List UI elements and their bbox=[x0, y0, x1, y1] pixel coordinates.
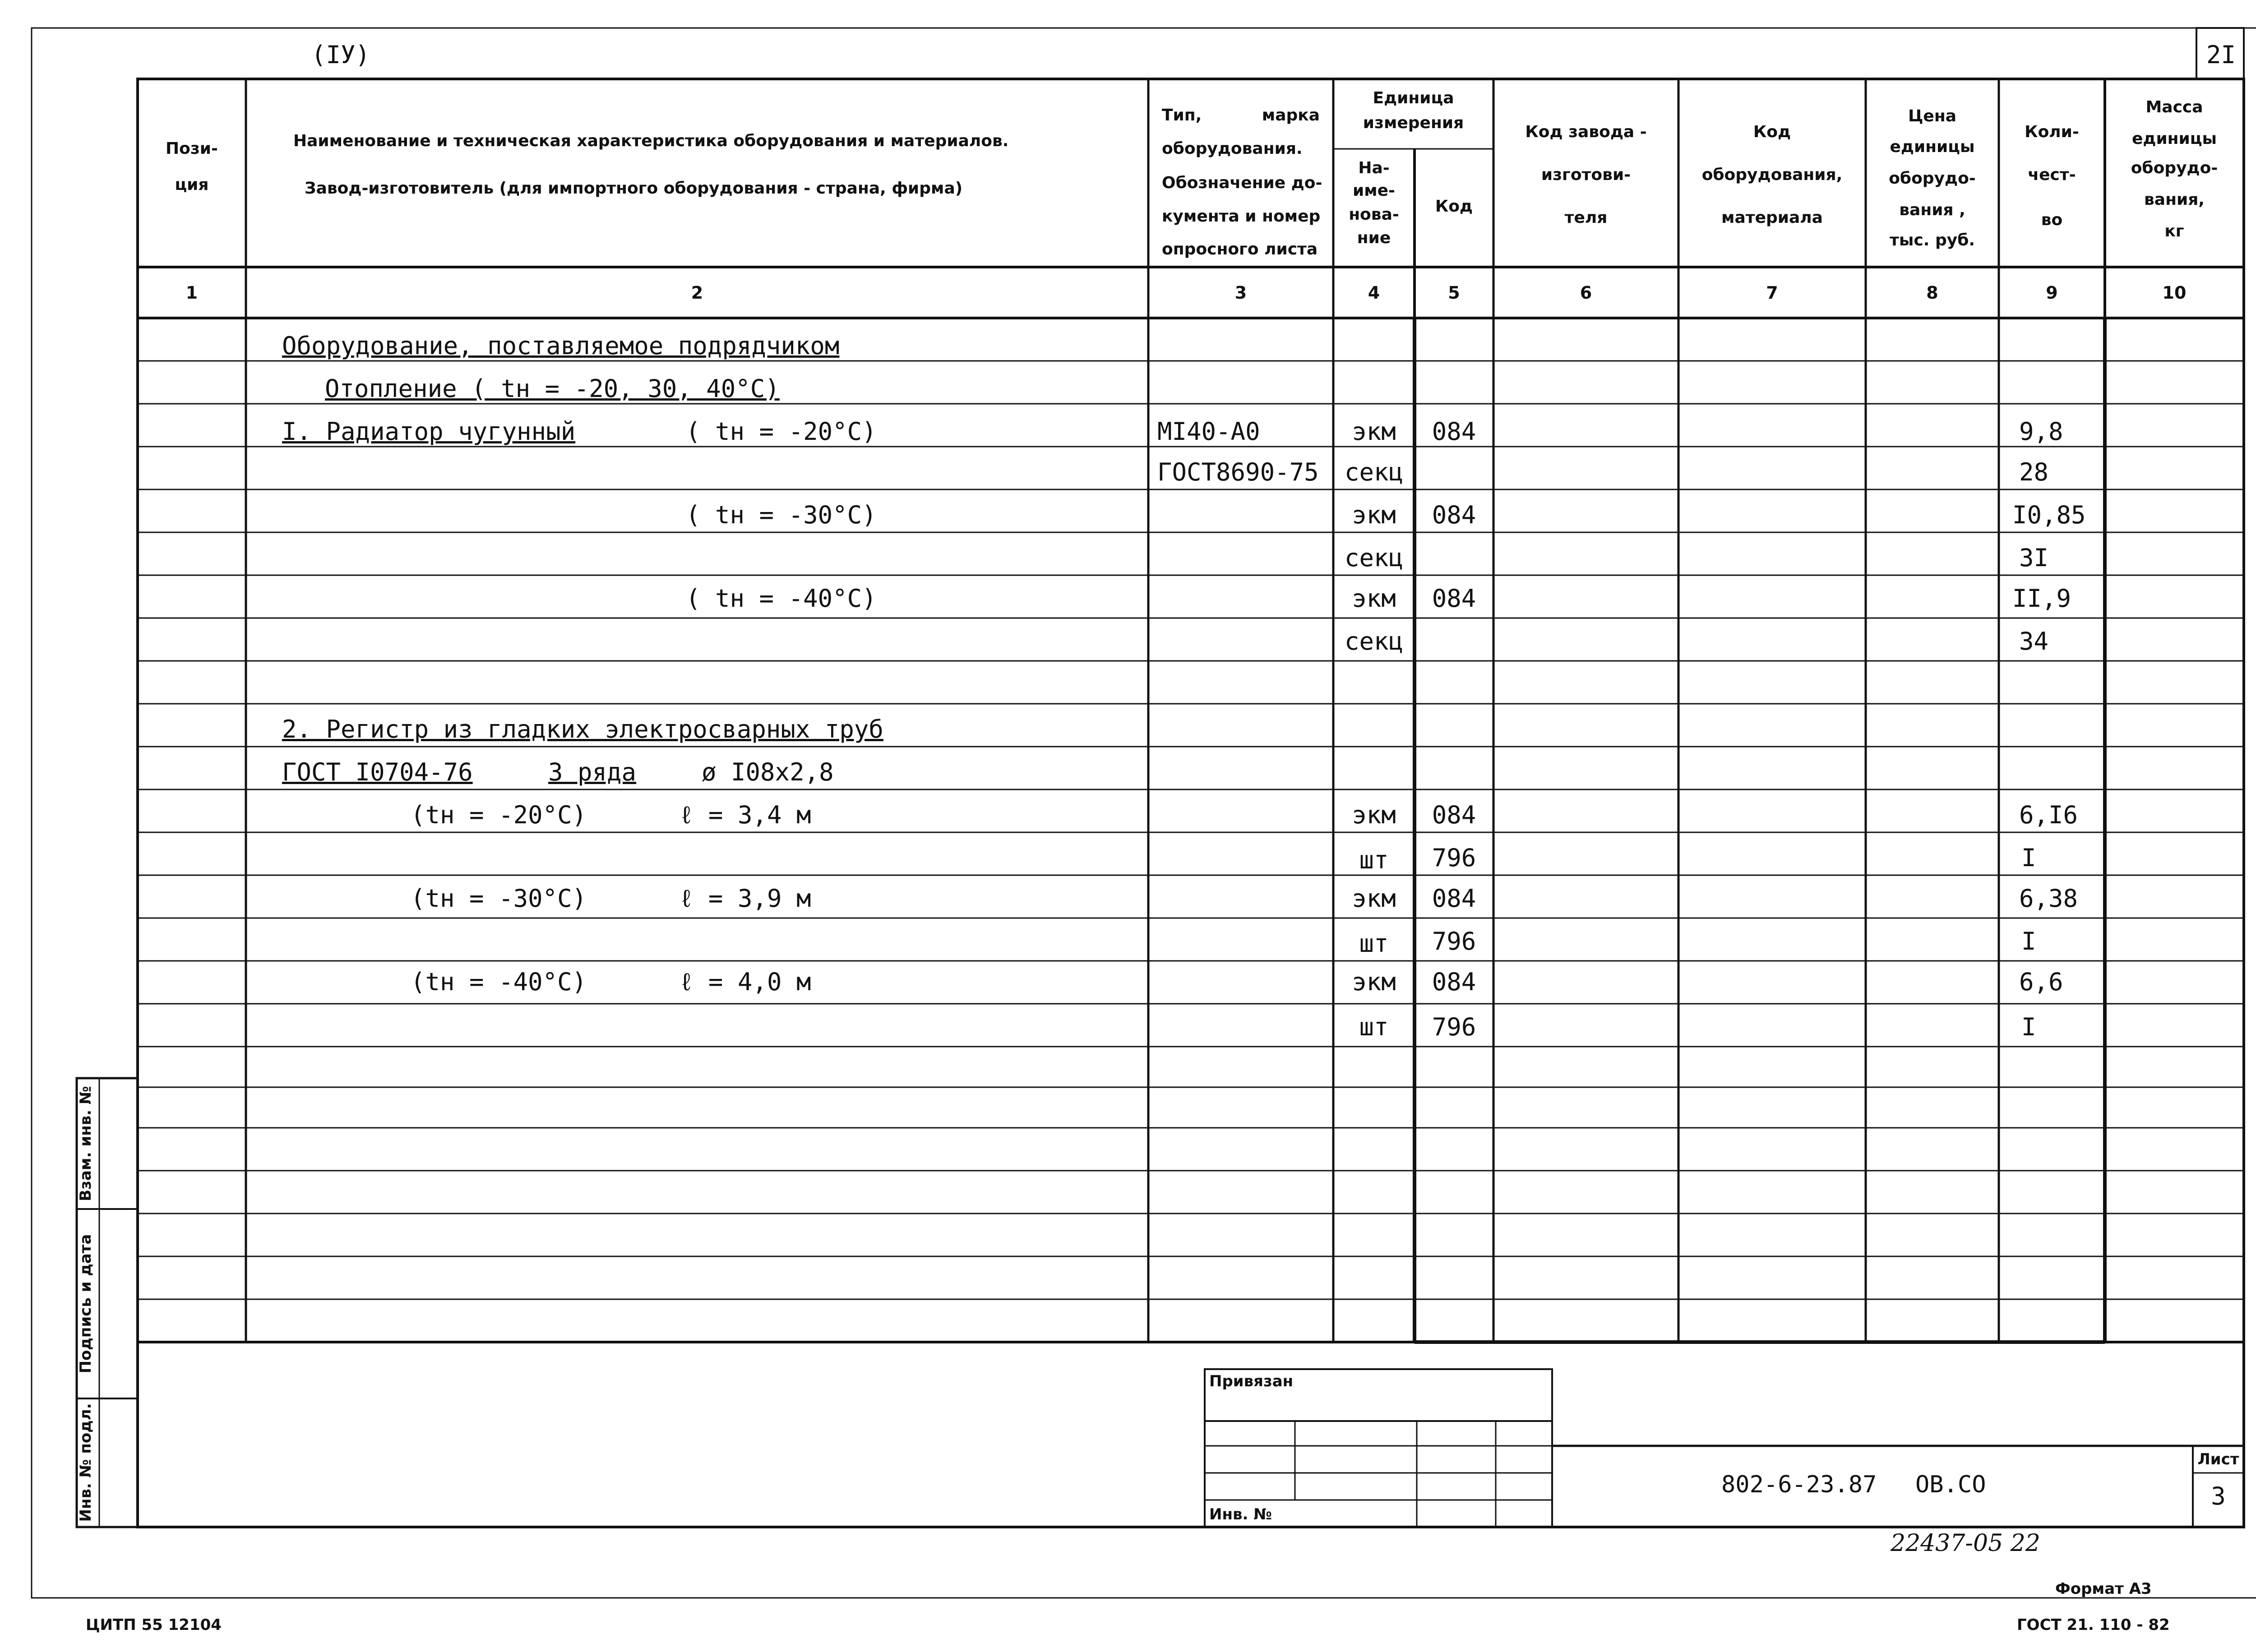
table-row-14-code: 796 bbox=[1432, 927, 1476, 955]
table-row-1-name: Отопление ( tн = -20, 30, 40°С) bbox=[325, 374, 780, 403]
hdr-col5: Код bbox=[1435, 197, 1473, 216]
table-row-2-name2: ( tн = -20°С) bbox=[686, 417, 877, 446]
table-row-10-name3: ø I08x2,8 bbox=[702, 758, 834, 786]
table-row-3-qty: 28 bbox=[2019, 458, 2049, 486]
stamp-privyazan: Привязан bbox=[1209, 1372, 1294, 1390]
table-row-15-name: (tн = -40°С) bbox=[411, 968, 587, 996]
table-row-2-type: MI40-A0 bbox=[1157, 417, 1260, 446]
side-label-vzam: Взам. инв. № bbox=[77, 1086, 95, 1201]
stamp-doc-section: ОВ.СО bbox=[1915, 1471, 1986, 1498]
hdr-col3-line3: Обозначение до- bbox=[1162, 174, 1322, 192]
hdr-col9-line2: чест- bbox=[2028, 166, 2076, 184]
hdr-col9-line3: во bbox=[2041, 211, 2063, 229]
table-row-4-code: 084 bbox=[1432, 501, 1476, 529]
hdr-col4-line1: На- bbox=[1358, 159, 1390, 177]
hdr-col10-line1: Масса bbox=[2145, 98, 2203, 116]
stamp-doc-code: 802-6-23.87 bbox=[1721, 1471, 1877, 1498]
side-label-podpis: Подпись и дата bbox=[77, 1234, 95, 1374]
table-row-7-unit: секц bbox=[1344, 627, 1404, 655]
table-row-15-qty: 6,6 bbox=[2019, 968, 2063, 996]
table-row-15-code: 084 bbox=[1432, 968, 1476, 996]
table-row-12-unit: шт bbox=[1359, 846, 1389, 874]
table-row-15-name2: ℓ = 4,0 м bbox=[679, 968, 811, 996]
table-row-12-qty: I bbox=[2021, 844, 2036, 872]
table-row-12-code: 796 bbox=[1432, 844, 1476, 872]
table-row-9-name: 2. Регистр из гладких электросварных труб bbox=[282, 715, 883, 743]
table-row-2-code: 084 bbox=[1432, 417, 1476, 446]
colnum-1: 1 bbox=[185, 283, 198, 303]
colnum-4: 4 bbox=[1368, 283, 1380, 303]
hdr-col1-line1: Пози- bbox=[166, 139, 218, 158]
hdr-unit-line2: измерения bbox=[1363, 114, 1464, 132]
hdr-col8-line1: Цена bbox=[1908, 107, 1956, 125]
colnum-5: 5 bbox=[1448, 283, 1460, 303]
table-row-11-unit: экм bbox=[1352, 801, 1396, 829]
table-row-13-code: 084 bbox=[1432, 884, 1476, 913]
hdr-col2-line1: Наименование и техническая характеристика оборудования и материалов. bbox=[293, 132, 1009, 150]
hdr-col4-line4: ние bbox=[1357, 229, 1391, 247]
hdr-col6-line1: Код завода - bbox=[1525, 123, 1647, 141]
table-row-6-name2: ( tн = -40°С) bbox=[686, 584, 877, 613]
hdr-col8-line4: вания , bbox=[1899, 201, 1965, 219]
table-row-6-code: 084 bbox=[1432, 584, 1476, 613]
table-row-11-name: (tн = -20°С) bbox=[411, 801, 587, 829]
table-row-4-name2: ( tн = -30°С) bbox=[686, 501, 877, 529]
colnum-7: 7 bbox=[1766, 283, 1778, 303]
stamp-list-label: Лист bbox=[2197, 1450, 2239, 1468]
table-row-6-unit: экм bbox=[1352, 584, 1396, 613]
hdr-unit-line1: Единица bbox=[1373, 89, 1454, 107]
hdr-col8-line5: тыс. руб. bbox=[1889, 231, 1975, 249]
table-row-11-name2: ℓ = 3,4 м bbox=[679, 801, 811, 829]
page-number: 2I bbox=[2206, 41, 2236, 69]
table-row-2-unit: экм bbox=[1352, 417, 1396, 446]
table-row-4-unit: экм bbox=[1352, 501, 1396, 529]
colnum-2: 2 bbox=[691, 283, 703, 303]
hdr-col3-line2: оборудования. bbox=[1162, 139, 1303, 158]
table-row-15-unit: экм bbox=[1352, 968, 1396, 996]
hdr-col3-line1: Тип, марка bbox=[1162, 106, 1320, 125]
hdr-col6-line2: изготови- bbox=[1541, 166, 1631, 184]
hdr-col7-line2: оборудования, bbox=[1701, 166, 1843, 184]
table-row-11-code: 084 bbox=[1432, 801, 1476, 829]
colnum-9: 9 bbox=[2046, 283, 2058, 303]
hdr-col8-line3: оборудо- bbox=[1889, 169, 1976, 188]
hdr-col2-line2: Завод-изготовитель (для импортного оборудования - страна, фирма) bbox=[305, 179, 963, 198]
table-row-7-qty: 34 bbox=[2019, 627, 2049, 655]
table-row-13-name: (tн = -30°С) bbox=[411, 884, 587, 913]
table-row-6-qty: II,9 bbox=[2012, 584, 2071, 613]
hdr-col3-line5: опросного листа bbox=[1162, 240, 1318, 258]
table-row-16-qty: I bbox=[2021, 1013, 2036, 1041]
colnum-10: 10 bbox=[2162, 283, 2187, 303]
hdr-col9-line1: Коли- bbox=[2025, 123, 2079, 141]
colnum-6: 6 bbox=[1580, 283, 1592, 303]
table-row-2-name: I. Радиатор чугунный bbox=[282, 417, 576, 446]
section-mark: (IУ) bbox=[311, 41, 370, 69]
hdr-col4-line2: име- bbox=[1352, 181, 1395, 200]
table-row-0-name: Оборудование, поставляемое подрядчиком bbox=[282, 332, 840, 360]
table-row-2-qty: 9,8 bbox=[2019, 417, 2063, 446]
hdr-col10-line5: кг bbox=[2164, 222, 2184, 240]
hdr-col10-line4: вания, bbox=[2144, 190, 2205, 209]
table-row-14-unit: шт bbox=[1359, 929, 1389, 958]
hdr-col1-line2: ция bbox=[175, 175, 209, 194]
table-row-10-name2: 3 ряда bbox=[548, 758, 637, 786]
stamp-inv-no: Инв. № bbox=[1209, 1505, 1272, 1523]
hdr-col8-line2: единицы bbox=[1890, 138, 1975, 156]
table-row-13-unit: экм bbox=[1352, 884, 1396, 913]
stamp-left: ЦИТП 55 12104 bbox=[86, 1616, 222, 1634]
table-row-13-name2: ℓ = 3,9 м bbox=[679, 884, 811, 913]
gost-label: ГОСТ 21. 110 - 82 bbox=[2017, 1616, 2170, 1634]
table-row-10-name: ГОСТ I0704-76 bbox=[282, 758, 473, 786]
format-label: Формат А3 bbox=[2055, 1580, 2152, 1598]
table-row-11-qty: 6,I6 bbox=[2019, 801, 2078, 829]
table-row-3-unit: секц bbox=[1344, 458, 1404, 486]
hdr-col4-line3: нова- bbox=[1349, 205, 1399, 224]
hdr-col10-line3: оборудо- bbox=[2131, 159, 2218, 177]
colnum-8: 8 bbox=[1926, 283, 1938, 303]
table-row-4-qty: I0,85 bbox=[2012, 501, 2086, 529]
table-row-3-type: ГОСТ8690-75 bbox=[1157, 458, 1319, 486]
stamp-list-value: 3 bbox=[2211, 1482, 2226, 1510]
table-row-16-code: 796 bbox=[1432, 1013, 1476, 1041]
hdr-col3-line4: кумента и номер bbox=[1162, 207, 1321, 226]
table-row-13-qty: 6,38 bbox=[2019, 884, 2078, 913]
hdr-col6-line3: теля bbox=[1564, 208, 1608, 227]
handwritten-number: 22437-05 22 bbox=[1891, 1530, 2040, 1557]
hdr-col10-line2: единицы bbox=[2131, 129, 2217, 148]
hdr-col7-line1: Код bbox=[1753, 123, 1791, 141]
table-row-5-qty: 3I bbox=[2019, 544, 2049, 572]
side-label-inv-podl: Инв. № подл. bbox=[77, 1403, 95, 1522]
colnum-3: 3 bbox=[1234, 283, 1247, 303]
table-row-16-unit: шт bbox=[1359, 1013, 1389, 1041]
hdr-col7-line3: материала bbox=[1721, 208, 1823, 227]
table-row-5-unit: секц bbox=[1344, 544, 1404, 572]
table-row-14-qty: I bbox=[2021, 927, 2036, 955]
